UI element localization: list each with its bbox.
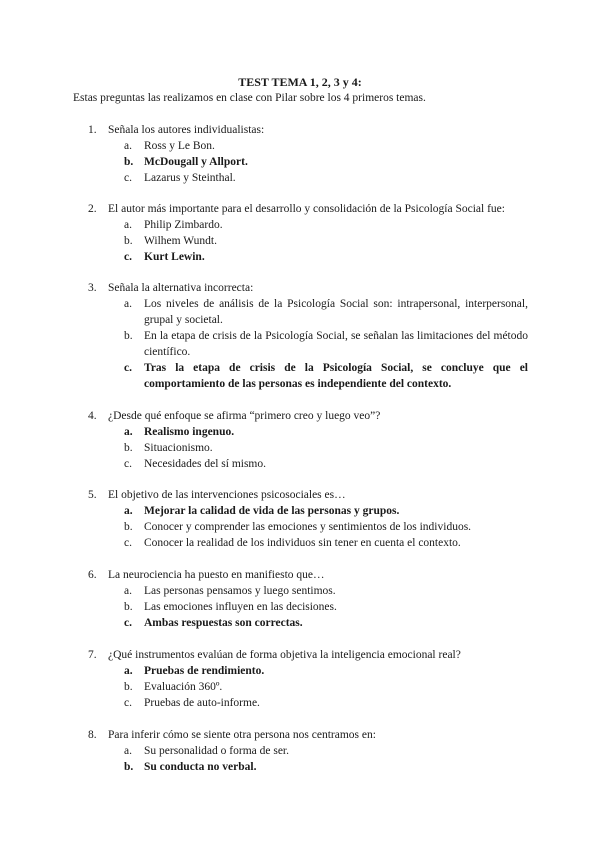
option-c: c. Pruebas de auto-informe.: [124, 697, 260, 709]
option-c: c. Conocer la realidad de los individuos sin tener en cuenta el contexto.: [124, 537, 461, 549]
question-1: [88, 122, 528, 186]
question-number: 4.: [88, 410, 97, 422]
option-c-correct: c. Tras la etapa de crisis de la Psicología Social, se concluye que el comportamiento de las personas es independiente del contexto.: [124, 362, 528, 390]
option-a-correct: a. Realismo ingenuo.: [124, 426, 235, 438]
question-5: [88, 487, 528, 551]
option-a: a. Ross y Le Bon.: [124, 140, 215, 152]
question-text: Para inferir cómo se siente otra persona nos centramos en:: [108, 729, 376, 741]
question-text: ¿Qué instrumentos evalúan de forma objetiva la inteligencia emocional real?: [108, 649, 461, 661]
option-b: b. Situacionismo.: [124, 442, 213, 454]
option-c-correct: c. Kurt Lewin.: [124, 251, 205, 263]
option-a: a. Su personalidad o forma de ser.: [124, 745, 289, 757]
question-number: 6.: [88, 569, 97, 581]
option-c-correct: c. Ambas respuestas son correctas.: [124, 617, 303, 629]
question-8: [88, 727, 528, 775]
question-3: [88, 280, 528, 392]
question-2: [88, 201, 528, 265]
option-c: c. Necesidades del sí mismo.: [124, 458, 267, 470]
question-7: [88, 647, 528, 711]
option-b: b. Conocer y comprender las emociones y sentimientos de los individuos.: [124, 521, 472, 533]
option-c: c. Lazarus y Steinthal.: [124, 172, 236, 184]
option-b: b. Wilhem Wundt.: [124, 235, 217, 247]
question-number: 7.: [88, 649, 97, 661]
page-title: TEST TEMA 1, 2, 3 y 4:: [238, 75, 362, 89]
question-number: 8.: [88, 729, 97, 741]
question-number: 2.: [88, 203, 97, 215]
question-text: La neurociencia ha puesto en manifiesto que…: [108, 569, 325, 581]
question-text: El autor más importante para el desarrollo y consolidación de la Psicología Social fue:: [108, 203, 505, 215]
question-text: ¿Desde qué enfoque se afirma “primero creo y luego veo”?: [108, 410, 381, 422]
option-b: b. En la etapa de crisis de la Psicología Social, se señalan las limitaciones del método científico.: [124, 330, 528, 358]
option-a: a. Philip Zimbardo.: [124, 219, 223, 231]
question-text: Señala los autores individualistas:: [108, 124, 265, 136]
option-b: b. Las emociones influyen en las decisiones.: [124, 601, 337, 613]
question-4: [88, 408, 528, 472]
question-6: [88, 567, 528, 631]
intro-text: Estas preguntas las realizamos en clase con Pilar sobre los 4 primeros temas.: [73, 92, 426, 104]
option-a-correct: a. Pruebas de rendimiento.: [124, 665, 265, 677]
question-number: 1.: [88, 124, 97, 136]
question-text: El objetivo de las intervenciones psicosociales es…: [108, 489, 346, 501]
option-a: a. Los niveles de análisis de la Psicología Social son: intrapersonal, interpersonal, grupal y societal.: [124, 298, 528, 326]
option-b-correct: b. McDougall y Allport.: [124, 156, 248, 168]
option-a-correct: a. Mejorar la calidad de vida de las personas y grupos.: [124, 505, 400, 517]
option-a: a. Las personas pensamos y luego sentimos.: [124, 585, 336, 597]
question-text: Señala la alternativa incorrecta:: [108, 282, 254, 294]
question-number: 3.: [88, 282, 97, 294]
option-b-correct: b. Su conducta no verbal.: [124, 761, 257, 773]
option-b: b. Evaluación 360º.: [124, 681, 223, 693]
question-number: 5.: [88, 489, 97, 501]
